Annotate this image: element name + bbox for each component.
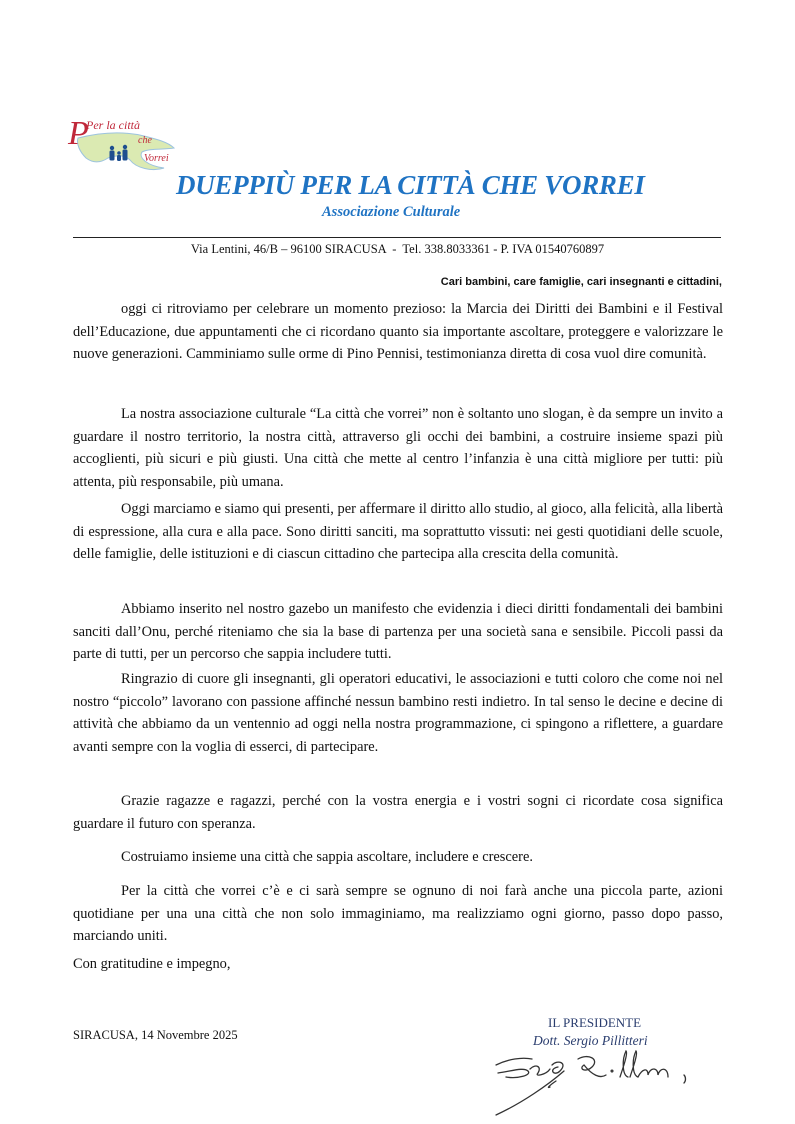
- letter-closing: Con gratitudine e impegno,: [73, 956, 231, 972]
- svg-text:P: P: [68, 115, 89, 152]
- place-and-date: SIRACUSA, 14 Novembre 2025: [73, 1028, 238, 1042]
- organization-subtitle: Associazione Culturale: [322, 204, 461, 220]
- logo-text-line1: Per la città: [86, 118, 140, 132]
- letter-paragraph: La nostra associazione culturale “La città che vorrei” non è soltanto uno slogan, è da sempre un invito a guardare il nostro territorio, la nostra città, attraverso gli occhi dei bambini, a costruire insieme spazi più accoglienti, più sicuri e più giusti. Una città che mette al centro l’infanzia è una città migliore per tutti: più attenta, più responsabile, più umana.: [73, 406, 723, 490]
- salutation: Cari bambini, care famiglie, cari insegnanti e cittadini,: [440, 276, 722, 288]
- letter-paragraph: Per la città che vorrei c’è e ci sarà sempre se ognuno di noi farà anche una piccola parte, azioni quotidiane per una una città che non solo immaginiamo, ma realizziamo ogni giorno, passo dopo passo, marciando uniti.: [73, 883, 723, 944]
- letter-paragraph: Oggi marciamo e siamo qui presenti, per affermare il diritto allo studio, al gioco, alla felicità, alla libertà di espressione, alla cura e alla pace. Sono diritti sanciti, ma soprattutto vissuti: nei gesti quotidiani delle scuole, delle famiglie, delle istituzioni e di ciascun cittadino che partecipa alla crescita della comunità.: [73, 501, 723, 562]
- header-divider: [73, 237, 721, 238]
- signer-name: Dott. Sergio Pillitteri: [533, 1033, 648, 1048]
- letter-paragraph: Costruiamo insieme una città che sappia ascoltare, includere e crescere.: [121, 849, 533, 865]
- letter-paragraph: oggi ci ritroviamo per celebrare un momento prezioso: la Marcia dei Diritti dei Bambini e il Festival dell’Educazione, due appuntamenti che ci ricordano quanto sia importante ascoltare, proteggere e valorizzare le nuove generazioni. Camminiamo sulle orme di Pino Pennisi, testimonianza diretta di cosa vuol dire comunità.: [73, 301, 723, 362]
- letter-paragraph: Abbiamo inserito nel nostro gazebo un manifesto che evidenzia i dieci diritti fondamentali dei bambini sanciti dall’Onu, perché riteniamo che sia la base di partenza per una società sana e sensibile. Piccoli passi da parte di tutti, per un percorso che sappia includere tutti.: [73, 601, 723, 662]
- organization-address: Via Lentini, 46/B – 96100 SIRACUSA - Tel. 338.8033361 - P. IVA 01540760897: [190, 242, 605, 256]
- logo-text-line3: Vorrei: [144, 153, 169, 164]
- letter-paragraph: Ringrazio di cuore gli insegnanti, gli operatori educativi, le associazioni e tutti coloro che come noi nel nostro “piccolo” lavorano con passione affinché nessun bambino resti indietro. In tal senso le decine e decine di attività che abbiamo da un ventennio ad oggi nella nostra programmazione, ci spingono a riflettere, a guardare avanti sempre con la voglia di esserci, di partecipare.: [73, 671, 723, 755]
- handwritten-signature: [488, 1045, 718, 1117]
- organization-title: DUEPPIÙ PER LA CITTÀ CHE VORREI: [176, 170, 645, 200]
- signer-title: IL PRESIDENTE: [548, 1015, 642, 1030]
- letter-paragraph: Grazie ragazze e ragazzi, perché con la vostra energia e i vostri sogni ci ricordate cosa significa guardare il futuro con speranza.: [73, 793, 723, 832]
- association-logo: [64, 112, 184, 176]
- logo-text-line2: che: [138, 135, 152, 146]
